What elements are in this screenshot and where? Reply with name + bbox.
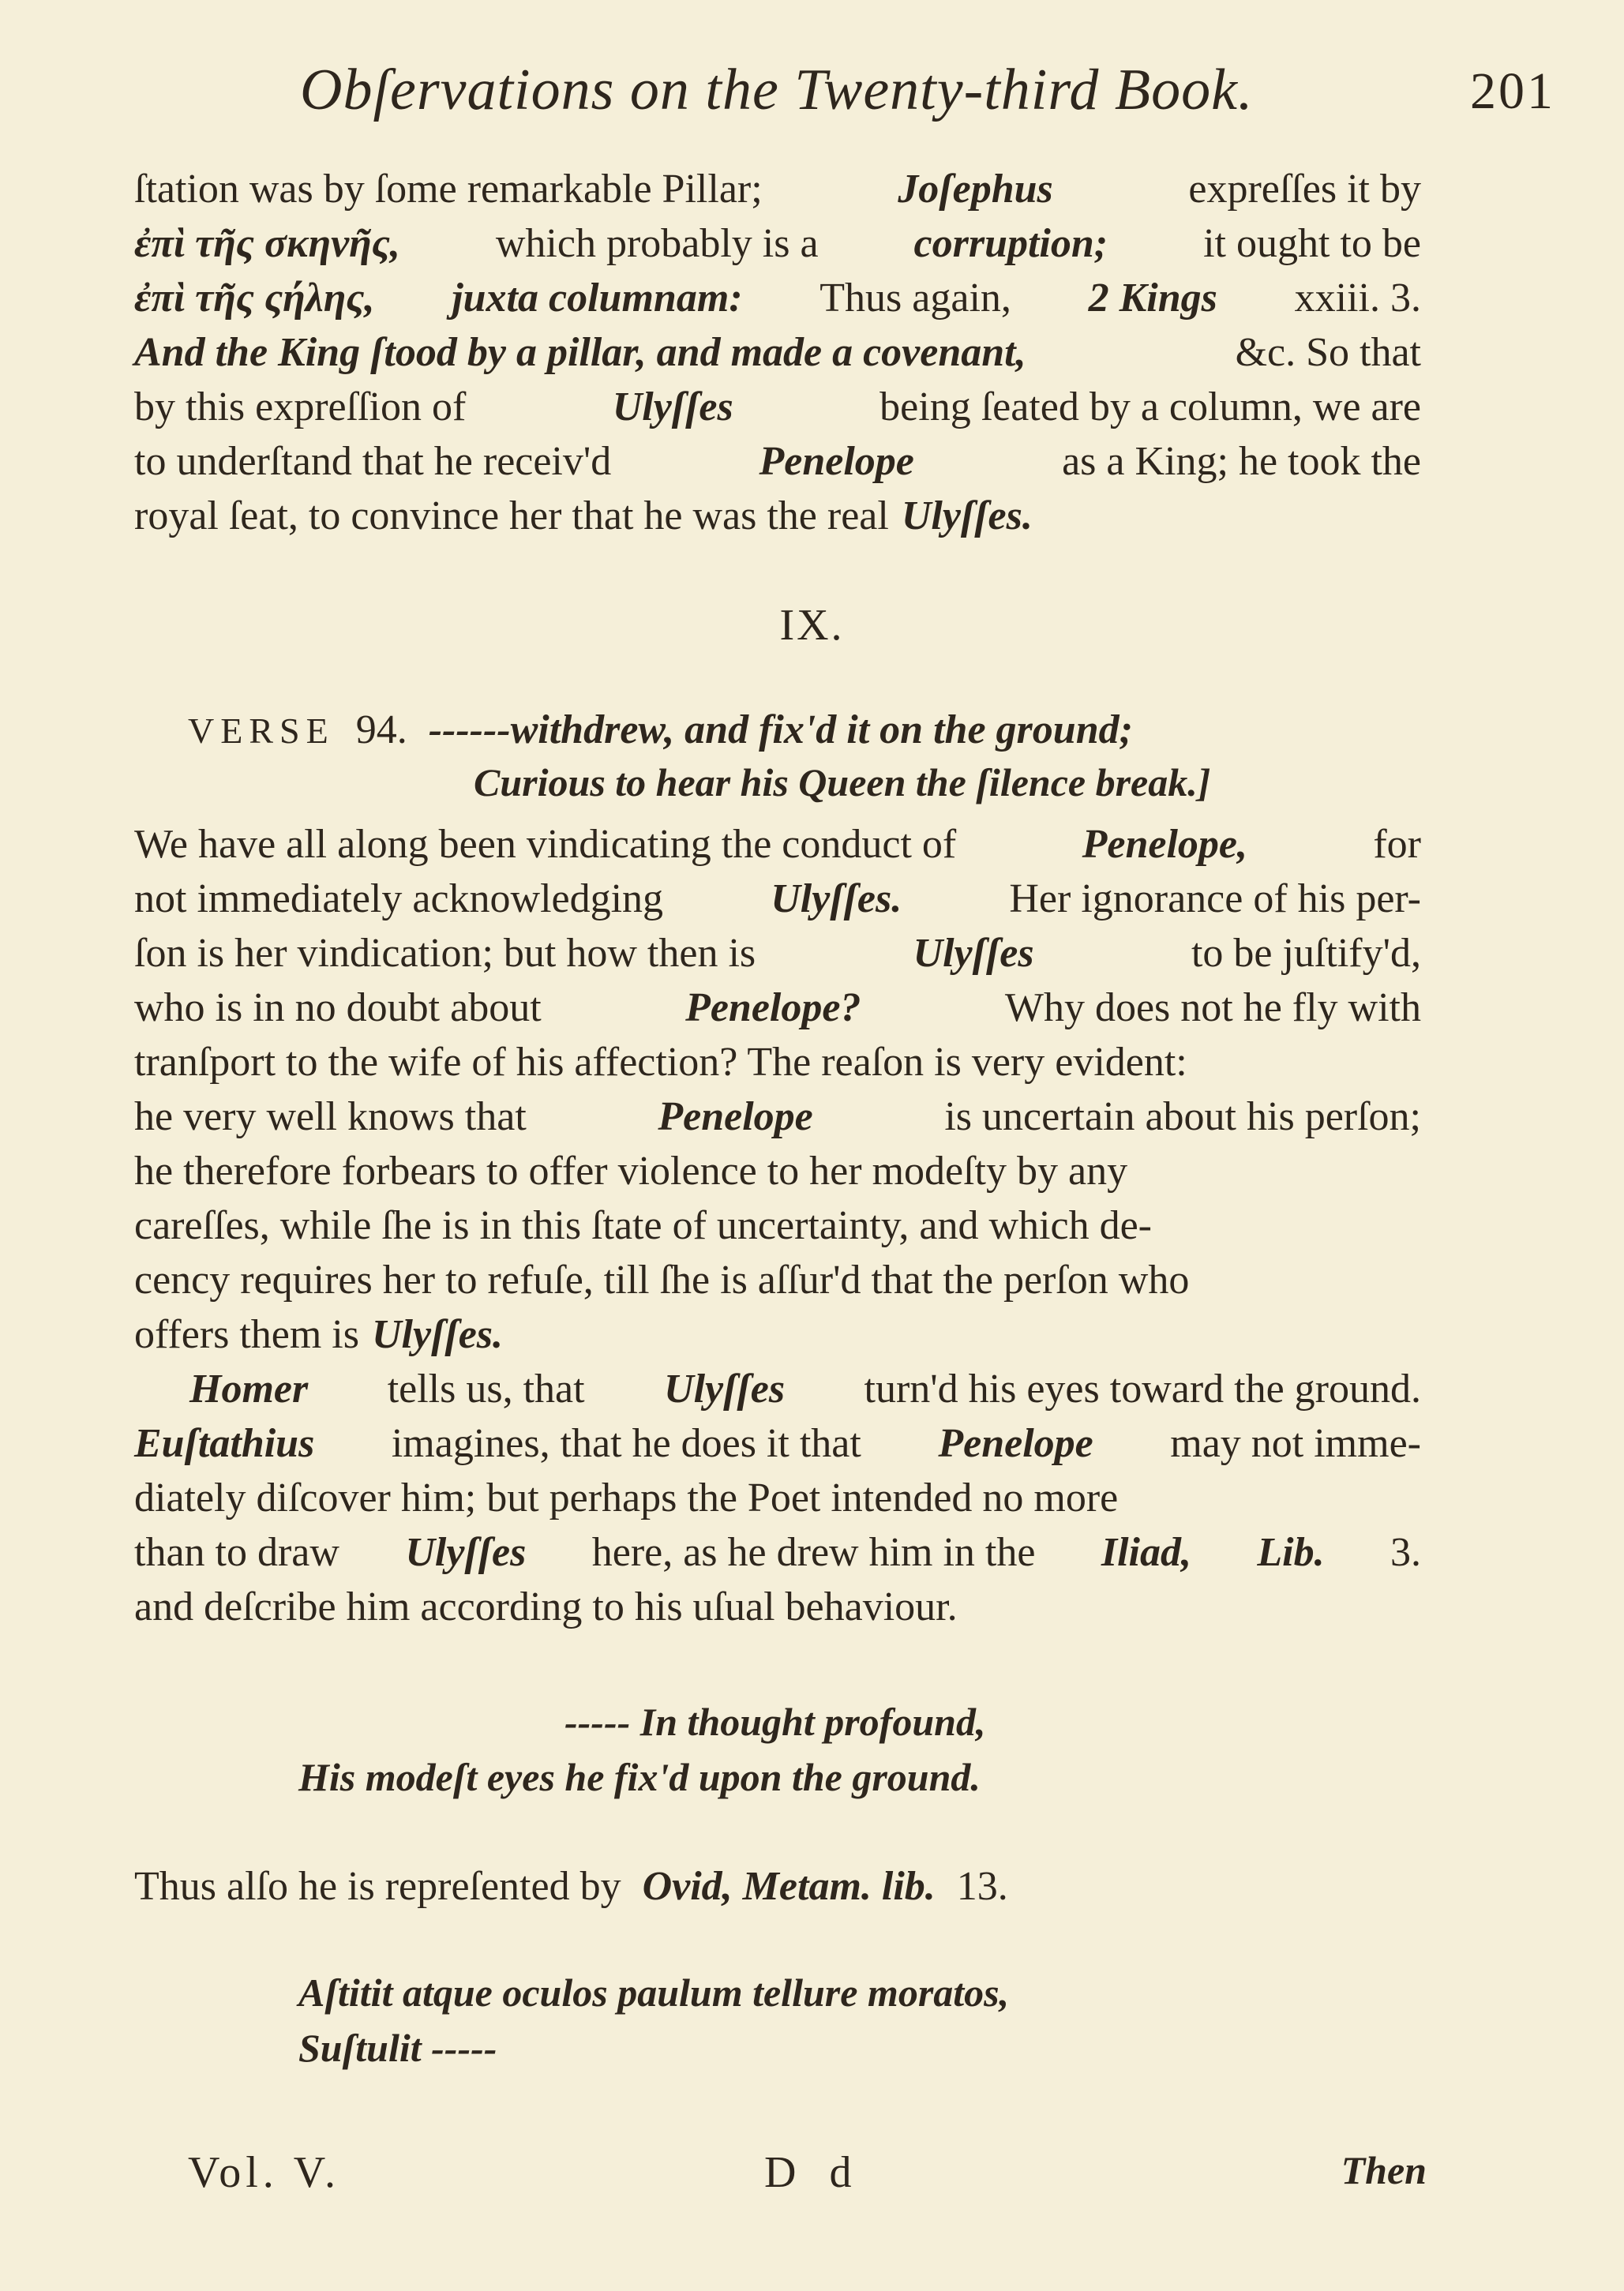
text-line — [134, 1525, 1421, 1580]
text-line — [134, 1198, 1421, 1253]
text-span: Why does not he fly with — [1004, 985, 1421, 1030]
title-iliad: Iliad, — [1101, 1530, 1191, 1575]
verse-line-2: Curious to hear his Queen the ſilence break.] — [474, 760, 1211, 804]
text-span: he therefore forbears to offer violence to her modeſty by any — [134, 1149, 1128, 1194]
name-penelope: Penelope, — [1082, 822, 1247, 867]
italic-word: corruption; — [913, 221, 1108, 266]
text-line — [134, 817, 1421, 872]
name-homer: Homer — [189, 1367, 309, 1412]
text-span: diately diſcover him; but perhaps the Poet intended no more — [134, 1475, 1119, 1520]
signature-mark: D d — [764, 2148, 863, 2197]
text-line — [134, 1253, 1421, 1307]
text-span: here, as he drew him in the — [591, 1530, 1036, 1575]
text-span: imagines, that he does it that — [391, 1421, 861, 1466]
quote-ovid-line-2: Suſtulit ----- — [298, 2026, 497, 2070]
text-line — [134, 162, 1421, 216]
text-line — [134, 489, 1421, 543]
page-number: 201 — [1470, 62, 1555, 120]
name-ulysses: Ulyſſes. — [901, 493, 1033, 538]
book-abbrev: Lib. — [1257, 1530, 1325, 1575]
ovid-book-number: 13. — [956, 1864, 1008, 1909]
text-line — [134, 380, 1421, 434]
text-line — [134, 1580, 1421, 1634]
text-span: turn'd his eyes toward the ground. — [864, 1367, 1421, 1412]
scripture-quote: And the King ſtood by a pillar, and made a covenant, — [134, 330, 1026, 375]
text-span: Her ignorance of his per- — [1009, 876, 1421, 921]
text-line — [134, 325, 1421, 380]
name-penelope: Penelope — [938, 1421, 1093, 1466]
text-span: Thus again, — [820, 276, 1011, 321]
paragraph-homer — [134, 1362, 1421, 1634]
quote-ovid-line-1: Aſtitit atque oculos paulum tellure moratos, — [298, 1970, 1010, 2015]
text-span: cency requires her to refuſe, till ſhe is aſſur'd that the perſon who — [134, 1258, 1190, 1303]
text-span: offers them is — [134, 1312, 359, 1357]
paragraph-vindication — [134, 817, 1421, 1362]
greek-phrase: ἐπὶ τῆς σκηνῆς, — [134, 221, 400, 266]
text-span: is uncertain about his perſon; — [944, 1094, 1421, 1139]
text-span: Thus alſo he is repreſented by — [134, 1864, 621, 1909]
name-ulysses: Ulyſſes — [664, 1367, 786, 1412]
running-header — [134, 57, 1555, 128]
section-number: IX. — [779, 601, 845, 650]
text-span: careſſes, while ſhe is in this ſtate of uncertainty, and which de- — [134, 1203, 1152, 1248]
text-span: expreſſes it by — [1188, 167, 1421, 212]
text-line — [134, 1307, 1421, 1362]
name-ulysses: Ulyſſes — [405, 1530, 527, 1575]
text-span: being ſeated by a column, we are — [880, 384, 1421, 429]
text-span: which probably is a — [495, 221, 819, 266]
verse-heading — [188, 703, 1133, 759]
greek-phrase: ἐπὶ τῆς ςήλης, — [134, 276, 375, 321]
page-footer — [0, 2147, 1624, 2210]
name-ulysses: Ulyſſes. — [771, 876, 902, 921]
book-reference: 2 Kings — [1088, 276, 1217, 321]
text-span: &c. So that — [1235, 330, 1421, 375]
verse-number: 94. — [355, 707, 407, 752]
text-span: tranſport to the wife of his affection? The reaſon is very evident: — [134, 1040, 1187, 1085]
text-span: to be juſtify'd, — [1191, 931, 1421, 976]
name-eustathius: Euſtathius — [134, 1421, 315, 1466]
name-ulysses: Ulyſſes — [913, 931, 1034, 976]
text-line — [134, 216, 1421, 271]
text-line — [134, 1471, 1421, 1525]
text-line — [134, 1144, 1421, 1198]
text-span: for — [1373, 822, 1421, 867]
book-number: 3. — [1390, 1530, 1421, 1575]
verse-line-1: ------withdrew, and fix'd it on the ground; — [428, 707, 1133, 752]
volume-marker: Vol. V. — [188, 2148, 340, 2197]
text-span: may not imme- — [1170, 1421, 1421, 1466]
text-span: We have all along been vindicating the conduct of — [134, 822, 957, 867]
text-span: by this expreſſion of — [134, 384, 467, 429]
ovid-reference-line — [134, 1863, 1008, 1910]
text-line — [134, 1416, 1421, 1471]
text-line — [134, 926, 1421, 981]
text-line — [134, 981, 1421, 1035]
text-line — [134, 872, 1421, 926]
text-span: as a King; he took the — [1062, 439, 1421, 484]
text-span: than to draw — [134, 1530, 339, 1575]
text-line — [134, 1362, 1421, 1416]
name-ulysses: Ulyſſes — [612, 384, 733, 429]
text-line — [134, 434, 1421, 489]
catchword: Then — [1341, 2148, 1427, 2192]
name-josephus: Joſephus — [898, 167, 1053, 212]
paragraph-pillar — [134, 162, 1421, 543]
name-penelope: Penelope — [658, 1094, 813, 1139]
text-line — [134, 1035, 1421, 1089]
text-span: who is in no doubt about — [134, 985, 542, 1030]
quote-pope-line-1: ----- In thought profound, — [564, 1700, 986, 1744]
text-span: not immediately acknowledging — [134, 876, 664, 921]
text-span: royal ſeat, to convince her that he was the real — [134, 493, 889, 538]
text-span: he very well knows that — [134, 1094, 527, 1139]
running-title: Obſervations on the Twenty-third Book. — [300, 58, 1254, 122]
latin-phrase: juxta columnam: — [452, 276, 743, 321]
verse-label: VERSE — [188, 711, 335, 751]
text-span: tells us, that — [387, 1367, 585, 1412]
text-span: it ought to be — [1203, 221, 1421, 266]
quote-pope-line-2: His modeſt eyes he fix'd upon the ground. — [298, 1755, 981, 1799]
text-span: ſon is her vindication; but how then is — [134, 931, 756, 976]
name-ulysses: Ulyſſes. — [371, 1312, 504, 1357]
text-span: to underſtand that he receiv'd — [134, 439, 612, 484]
text-span: ſtation was by ſome remarkable Pillar; — [134, 167, 763, 212]
name-penelope: Penelope? — [685, 985, 861, 1030]
text-line — [134, 271, 1421, 325]
chapter-verse: xxiii. 3. — [1294, 276, 1421, 321]
text-line — [134, 1089, 1421, 1144]
text-span: and deſcribe him according to his uſual behaviour. — [134, 1584, 958, 1629]
ovid-source: Ovid, Metam. lib. — [642, 1864, 936, 1909]
name-penelope: Penelope — [759, 439, 914, 484]
